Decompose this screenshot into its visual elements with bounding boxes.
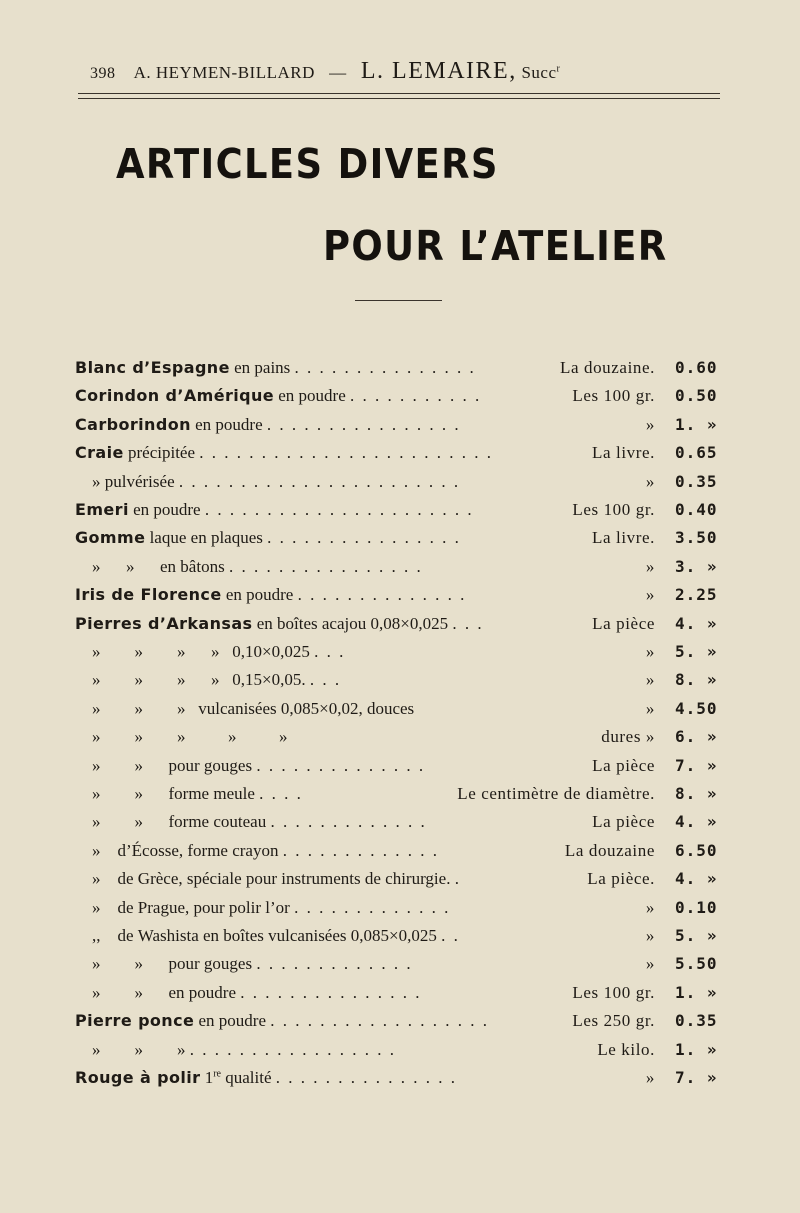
item-unit: La douzaine bbox=[564, 840, 655, 860]
header-author: A. HEYMEN-BILLARD bbox=[133, 63, 315, 82]
item-unit: La pièce. bbox=[587, 869, 655, 889]
item-name: Corindon d’Amérique bbox=[75, 386, 275, 406]
item-detail: » » pour gouges bbox=[75, 755, 253, 775]
header-succ: Succ$^r$ bbox=[521, 63, 561, 82]
table-row bbox=[75, 895, 730, 921]
item-detail: en boîtes acajou 0,08×0,025 bbox=[252, 613, 449, 633]
item-description bbox=[75, 753, 425, 779]
item-description bbox=[75, 1065, 457, 1091]
item-price: 3. » bbox=[675, 556, 718, 576]
leader-dots: . . . . . . . . . . . . . . . . . . . . . . . . bbox=[199, 443, 494, 463]
item-unit: Les 100 gr. bbox=[572, 386, 655, 406]
table-row bbox=[75, 639, 730, 665]
leader-dots: . . . . . . . . . . . . . . . bbox=[294, 358, 476, 377]
item-name: Craie bbox=[75, 443, 124, 463]
item-price: 1. » bbox=[675, 1039, 718, 1059]
leader-dots: . . . bbox=[309, 670, 342, 690]
header-dash: — bbox=[329, 63, 347, 82]
item-price: 1. » bbox=[675, 414, 718, 434]
running-header bbox=[90, 58, 720, 85]
leader-dots: . . . . . . . . . . . . . bbox=[282, 840, 439, 860]
item-price: 7. » bbox=[675, 755, 718, 775]
item-unit: » bbox=[645, 471, 655, 491]
item-name: Gomme bbox=[75, 528, 146, 548]
item-unit: » bbox=[645, 556, 655, 576]
item-detail: en poudre bbox=[128, 500, 201, 519]
item-name: Iris de Florence bbox=[75, 585, 222, 605]
item-detail: en poudre bbox=[221, 585, 294, 605]
item-unit: » bbox=[645, 698, 655, 718]
leader-dots: . . . . . . . . . . . . . bbox=[294, 897, 451, 917]
leader-dots: . . . bbox=[314, 642, 346, 661]
item-detail: » » forme meule bbox=[75, 784, 255, 803]
item-detail: » » » » 0,10×0,025 bbox=[75, 642, 310, 661]
item-description bbox=[75, 809, 427, 835]
item-price: 3.50 bbox=[675, 528, 718, 548]
leader-dots: . . . . bbox=[259, 784, 303, 803]
item-unit: La pièce bbox=[592, 812, 655, 832]
item-unit: » bbox=[645, 1068, 655, 1087]
item-detail: en poudre bbox=[274, 386, 346, 406]
header-rule-bottom bbox=[78, 98, 720, 99]
header-firm: L. LEMAIRE, bbox=[360, 58, 517, 84]
table-row bbox=[75, 1008, 730, 1034]
item-price: 8. » bbox=[675, 670, 718, 690]
page-number: 398 bbox=[90, 65, 116, 82]
item-price: 4. » bbox=[675, 812, 718, 832]
item-detail: » de Prague, pour polir l’or bbox=[75, 897, 290, 917]
item-unit: » bbox=[645, 414, 655, 434]
leader-dots: . . . . . . . . . . . . . . . . bbox=[228, 556, 423, 576]
table-row bbox=[75, 355, 730, 381]
table-row bbox=[75, 611, 730, 637]
item-detail: laque en plaques bbox=[145, 528, 263, 548]
leader-dots: . . . . . . . . . . . . . . . bbox=[275, 1068, 457, 1087]
leader-dots: . . . . . . . . . . . bbox=[350, 386, 482, 406]
item-detail: précipitée bbox=[123, 443, 196, 463]
item-description bbox=[75, 525, 461, 551]
item-unit: La douzaine. bbox=[560, 358, 655, 377]
table-row bbox=[75, 440, 730, 466]
table-row bbox=[75, 866, 730, 892]
item-detail: ,, de Washista en boîtes vulcanisées 0,085×0,025 bbox=[75, 926, 437, 945]
leader-dots: . . bbox=[441, 926, 460, 945]
item-price: 5. » bbox=[675, 642, 718, 661]
item-description bbox=[75, 838, 439, 864]
item-detail: en pains bbox=[229, 358, 291, 377]
table-row bbox=[75, 412, 730, 438]
item-price: 2.25 bbox=[675, 585, 718, 605]
item-unit: Le kilo. bbox=[597, 1039, 655, 1059]
item-name: Pierre ponce bbox=[75, 1011, 195, 1031]
item-unit: La livre. bbox=[592, 443, 655, 463]
page-title-line2: POUR L’ATELIER bbox=[323, 222, 668, 270]
table-row bbox=[75, 1065, 730, 1091]
item-unit: La pièce bbox=[592, 613, 655, 633]
item-description bbox=[75, 866, 461, 892]
table-row bbox=[75, 469, 730, 495]
item-price: 0.40 bbox=[675, 500, 718, 519]
item-detail: en poudre bbox=[194, 1011, 267, 1031]
table-row bbox=[75, 724, 730, 750]
item-price: 0.35 bbox=[675, 1011, 718, 1031]
item-unit: » bbox=[645, 585, 655, 605]
item-unit: » bbox=[645, 670, 655, 690]
table-row bbox=[75, 497, 730, 523]
item-description bbox=[75, 355, 476, 381]
leader-dots: . . . . . . . . . . . . . bbox=[270, 812, 427, 832]
item-description bbox=[75, 639, 345, 665]
item-description bbox=[75, 980, 422, 1006]
item-description bbox=[75, 554, 423, 580]
item-description bbox=[75, 1037, 396, 1063]
item-unit: » bbox=[645, 926, 655, 945]
leader-dots: . . . . . . . . . . . . . bbox=[256, 954, 413, 974]
item-name: Emeri bbox=[75, 500, 129, 519]
item-unit: Les 100 gr. bbox=[572, 500, 655, 519]
item-description bbox=[75, 412, 461, 438]
item-price: 0.10 bbox=[675, 897, 718, 917]
item-detail: » » pour gouges bbox=[75, 954, 253, 974]
item-price: 7. » bbox=[675, 1068, 718, 1087]
item-description bbox=[75, 611, 484, 637]
leader-dots: . bbox=[454, 869, 461, 889]
item-description bbox=[75, 895, 450, 921]
leader-dots: . . . . . . . . . . . . . . . bbox=[240, 982, 422, 1002]
item-detail: » d’Écosse, forme crayon bbox=[75, 840, 279, 860]
item-description bbox=[75, 667, 341, 693]
item-price: 0.60 bbox=[675, 358, 718, 377]
table-row bbox=[75, 525, 730, 551]
table-row bbox=[75, 838, 730, 864]
leader-dots: . . . . . . . . . . . . . . bbox=[297, 585, 467, 605]
item-description bbox=[75, 951, 413, 977]
item-detail: » de Grèce, spéciale pour instruments de chirurgie. bbox=[75, 869, 451, 889]
leader-dots: . . . . . . . . . . . . . . bbox=[256, 755, 426, 775]
leader-dots: . . . . . . . . . . . . . . . . bbox=[267, 528, 461, 548]
item-name: Carborindon bbox=[75, 414, 191, 434]
header-rule-top bbox=[78, 93, 720, 94]
table-row bbox=[75, 980, 730, 1006]
item-price: 4. » bbox=[675, 869, 718, 889]
table-row bbox=[75, 809, 730, 835]
table-row bbox=[75, 667, 730, 693]
leader-dots: . . . . . . . . . . . . . . . . . bbox=[189, 1039, 396, 1059]
item-name: Rouge à polir bbox=[75, 1068, 201, 1087]
page-title-line1: ARTICLES DIVERS bbox=[116, 140, 499, 188]
item-description bbox=[75, 724, 288, 750]
item-unit: dures » bbox=[601, 727, 655, 747]
item-detail: » » en poudre bbox=[75, 982, 237, 1002]
table-row bbox=[75, 951, 730, 977]
item-detail: 1 bbox=[200, 1068, 214, 1087]
leader-dots: . . . . . . . . . . . . . . . . . . . . . . . bbox=[178, 471, 461, 491]
item-description bbox=[75, 696, 414, 722]
item-detail: » pulvérisée bbox=[75, 471, 175, 491]
item-price: 0.50 bbox=[675, 386, 718, 406]
item-price: 0.65 bbox=[675, 443, 718, 463]
leader-dots: . . . . . . . . . . . . . . . . . . . . . . bbox=[204, 500, 474, 519]
item-description bbox=[75, 383, 481, 409]
table-row bbox=[75, 923, 730, 949]
item-detail: » » » vulcanisées 0,085×0,02, douces bbox=[75, 698, 415, 718]
table-row bbox=[75, 753, 730, 779]
item-price: 4.50 bbox=[675, 698, 718, 718]
item-detail: » » » bbox=[75, 1039, 186, 1059]
item-detail: » » » » 0,15×0,05. bbox=[75, 670, 306, 690]
item-description bbox=[75, 497, 474, 523]
item-detail-2: qualité bbox=[220, 1068, 272, 1087]
item-description bbox=[75, 781, 303, 807]
item-unit: » bbox=[645, 954, 655, 974]
item-unit: Le centimètre de diamètre. bbox=[457, 784, 655, 803]
item-price: 6.50 bbox=[675, 840, 718, 860]
item-description bbox=[75, 923, 460, 949]
leader-dots: . . . bbox=[452, 613, 484, 633]
table-row bbox=[75, 781, 730, 807]
leader-dots: . . . . . . . . . . . . . . . . . . bbox=[270, 1011, 490, 1031]
item-description bbox=[75, 1008, 489, 1034]
item-description bbox=[75, 440, 493, 466]
item-name: Pierres d’Arkansas bbox=[75, 613, 253, 633]
item-price: 5. » bbox=[675, 926, 718, 945]
item-name: Blanc d’Espagne bbox=[75, 358, 230, 377]
item-description bbox=[75, 582, 466, 608]
table-row bbox=[75, 554, 730, 580]
item-unit: La pièce bbox=[592, 755, 655, 775]
item-description bbox=[75, 469, 460, 495]
item-detail-sup: re bbox=[213, 1068, 221, 1080]
item-unit: Les 250 gr. bbox=[572, 1011, 655, 1031]
table-row bbox=[75, 582, 730, 608]
item-price: 0.35 bbox=[675, 471, 718, 491]
item-detail: en poudre bbox=[190, 414, 263, 434]
item-detail: » » en bâtons bbox=[75, 556, 225, 576]
item-price: 4. » bbox=[675, 613, 718, 633]
item-unit: Les 100 gr. bbox=[572, 982, 655, 1002]
item-unit: » bbox=[645, 897, 655, 917]
item-detail: » » forme couteau bbox=[75, 812, 267, 832]
leader-dots: . . . . . . . . . . . . . . . . bbox=[266, 414, 461, 434]
item-unit: » bbox=[645, 642, 655, 661]
table-row bbox=[75, 383, 730, 409]
item-price: 6. » bbox=[675, 727, 718, 747]
table-row bbox=[75, 1037, 730, 1063]
item-price: 1. » bbox=[675, 982, 718, 1002]
title-separator bbox=[355, 300, 442, 301]
item-price: 8. » bbox=[675, 784, 718, 803]
item-detail: » » » » » bbox=[75, 727, 288, 747]
item-unit: La livre. bbox=[592, 528, 655, 548]
table-row bbox=[75, 696, 730, 722]
item-price: 5.50 bbox=[675, 954, 718, 974]
